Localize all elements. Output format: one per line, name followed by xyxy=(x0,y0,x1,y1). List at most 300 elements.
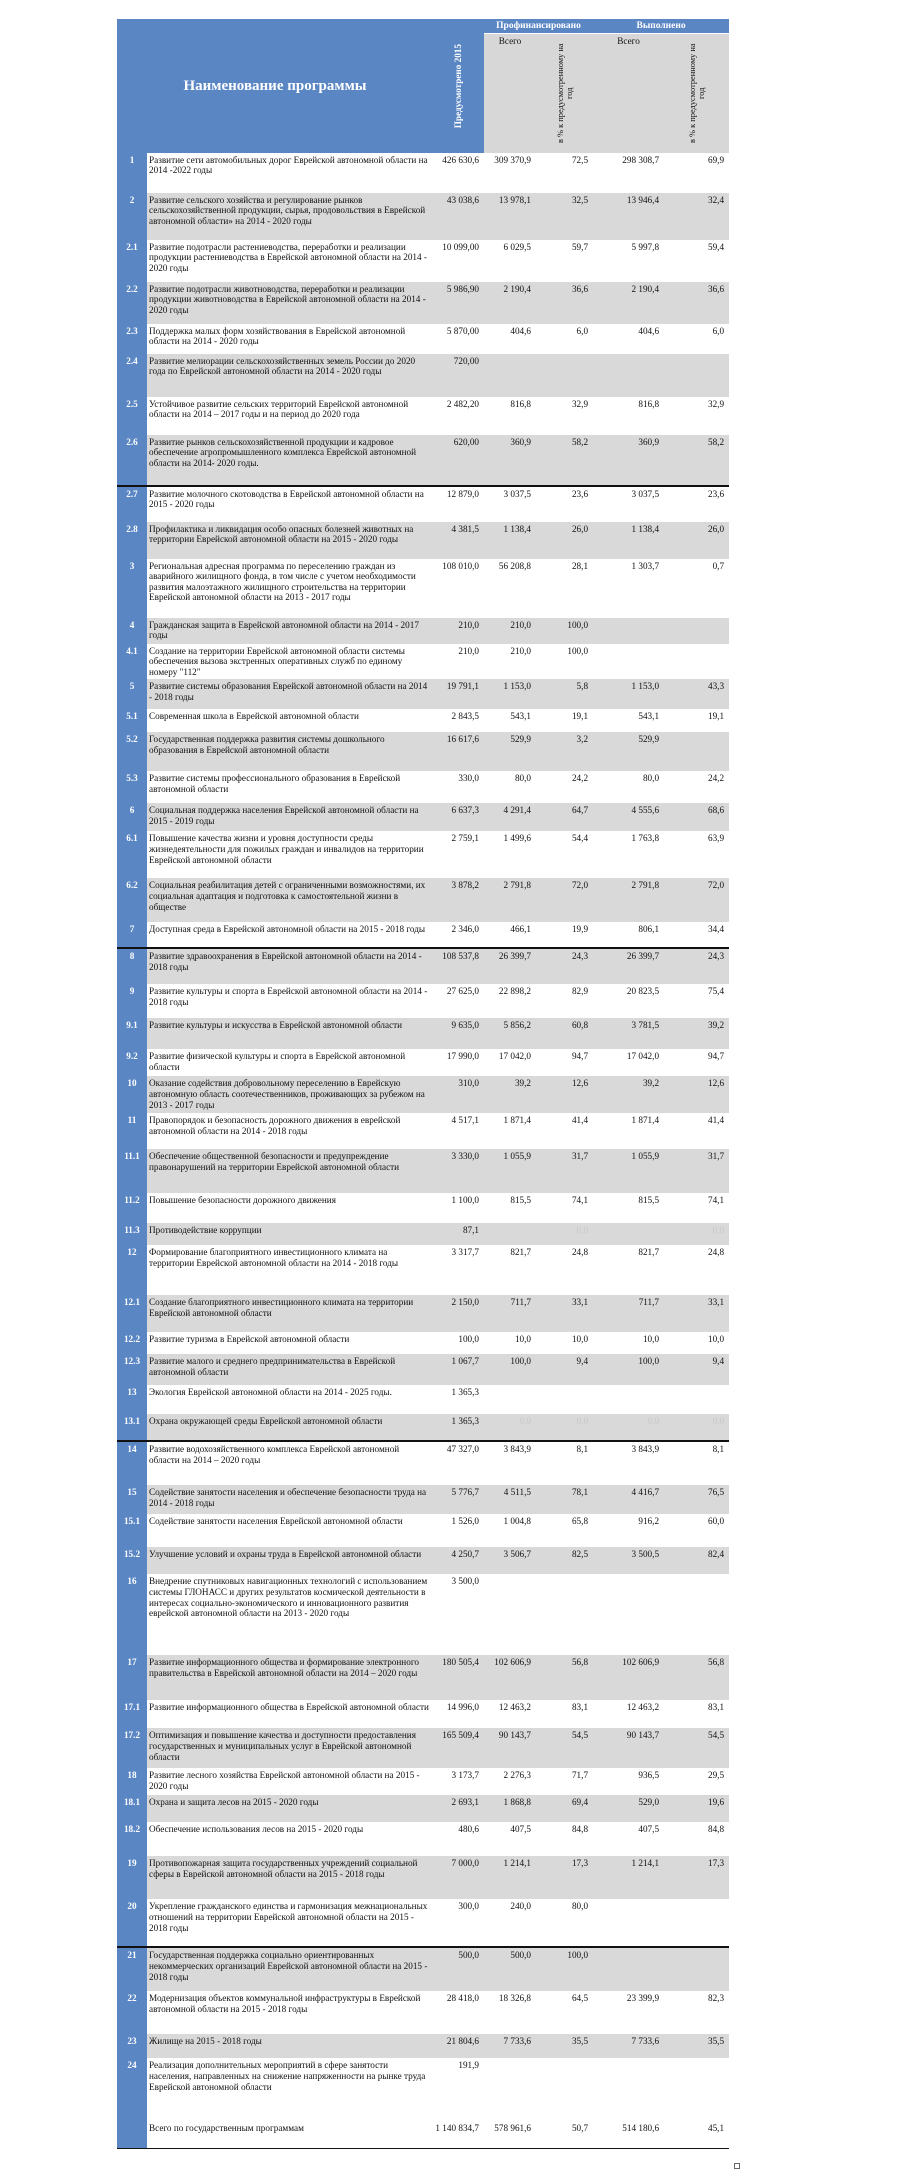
completed-amount: 13 946,4 xyxy=(593,193,664,240)
program-name: Охрана окружающей среды Еврейской автономной области xyxy=(147,1414,433,1441)
completed-amount xyxy=(593,1574,664,1655)
completed-percent: 19,6 xyxy=(664,1795,729,1822)
financed-percent: 69,4 xyxy=(536,1795,593,1822)
completed-amount: 298 308,7 xyxy=(593,153,664,193)
header-financed-total: Всего xyxy=(484,34,536,49)
table-row xyxy=(117,1574,729,1655)
completed-amount: 815,5 xyxy=(593,1193,664,1223)
completed-percent: 26,0 xyxy=(664,522,729,559)
table-row xyxy=(117,984,729,1018)
table-row xyxy=(117,1354,729,1385)
program-financing-table xyxy=(117,19,729,2149)
row-number: 19 xyxy=(117,1856,147,1899)
program-name: Формирование благоприятного инвестиционного климата на территории Еврейской автономной области на 2014 - 2018 годы xyxy=(147,1245,433,1295)
financed-amount: 80,0 xyxy=(484,771,536,803)
program-name: Доступная среда в Еврейской автономной области на 2015 - 2018 годы xyxy=(147,922,433,948)
financed-percent: 80,0 xyxy=(536,1899,593,1947)
financed-amount: 4 291,4 xyxy=(484,803,536,831)
completed-percent: 0,0 xyxy=(664,1223,729,1245)
financed-percent: 100,0 xyxy=(536,618,593,644)
financed-percent: 74,1 xyxy=(536,1193,593,1223)
program-name: Повышение качества жизни и уровня доступности среды жизнедеятельности для пожилых граждан и инвалидов на территории Еврейской автономной области xyxy=(147,831,433,878)
financed-percent: 31,7 xyxy=(536,1149,593,1193)
financed-amount: 1 004,8 xyxy=(484,1514,536,1547)
completed-percent: 8,1 xyxy=(664,1441,729,1485)
planned-amount: 5 986,90 xyxy=(433,282,484,324)
financed-percent: 100,0 xyxy=(536,644,593,680)
financed-amount: 2 791,8 xyxy=(484,878,536,922)
financed-amount: 360,9 xyxy=(484,435,536,486)
program-name: Обеспечение использования лесов на 2015 - 2020 годы xyxy=(147,1822,433,1856)
table-row xyxy=(117,1245,729,1295)
table-row xyxy=(117,644,729,680)
table-row xyxy=(117,1700,729,1728)
financed-percent: 56,8 xyxy=(536,1655,593,1700)
table-row xyxy=(117,1728,729,1768)
financed-amount: 22 898,2 xyxy=(484,984,536,1018)
completed-amount: 0,0 xyxy=(593,1414,664,1441)
financed-amount: 1 153,0 xyxy=(484,679,536,709)
row-number: 17.1 xyxy=(117,1700,147,1728)
planned-amount: 310,0 xyxy=(433,1076,484,1113)
completed-percent: 36,6 xyxy=(664,282,729,324)
program-name: Региональная адресная программа по переселению граждан из аварийного жилищного фонда, в том числе с учетом необходимости развития малоэтажного жилищного строительства на территории Еврейской автономной области на 2013 - 2017 годы xyxy=(147,559,433,618)
program-name: Внедрение спутниковых навигационных технологий с использованием системы ГЛОНАСС и других результатов космической деятельности в интересах социально-экономического и инновационного развития еврейской автономной области на 2013 - 2020 годы xyxy=(147,1574,433,1655)
program-rows xyxy=(117,153,729,2149)
completed-amount xyxy=(593,2058,664,2121)
row-number: 6.1 xyxy=(117,831,147,878)
completed-percent: 34,4 xyxy=(664,922,729,948)
table-row xyxy=(117,153,729,193)
planned-amount: 1 140 834,7 xyxy=(433,2121,484,2148)
financed-amount: 1 055,9 xyxy=(484,1149,536,1193)
planned-amount: 480,6 xyxy=(433,1822,484,1856)
planned-amount: 5 870,00 xyxy=(433,324,484,354)
completed-percent xyxy=(664,618,729,644)
completed-amount: 2 190,4 xyxy=(593,282,664,324)
table-row xyxy=(117,1947,729,1991)
row-number: 1 xyxy=(117,153,147,193)
planned-amount: 108 010,0 xyxy=(433,559,484,618)
row-number: 24 xyxy=(117,2058,147,2121)
table-row xyxy=(117,435,729,486)
completed-percent: 45,1 xyxy=(664,2121,729,2148)
table-row xyxy=(117,1856,729,1899)
program-name: Противопожарная защита государственных учреждений социальной сферы в Еврейской автономной области на 2015 - 2018 годы xyxy=(147,1856,433,1899)
row-number: 2 xyxy=(117,193,147,240)
completed-amount: 1 214,1 xyxy=(593,1856,664,1899)
table-row xyxy=(117,2058,729,2121)
financed-percent: 19,9 xyxy=(536,922,593,948)
program-name: Развитие мелиорации сельскохозяйственных земель России до 2020 года по Еврейской автономной области на 2014 - 2020 годы xyxy=(147,354,433,397)
planned-amount: 165 509,4 xyxy=(433,1728,484,1768)
row-number: 2.8 xyxy=(117,522,147,559)
row-number: 2.2 xyxy=(117,282,147,324)
completed-amount: 7 733,6 xyxy=(593,2034,664,2058)
program-name: Содействие занятости населения Еврейской автономной области xyxy=(147,1514,433,1547)
planned-amount: 21 804,6 xyxy=(433,2034,484,2058)
row-number: 12 xyxy=(117,1245,147,1295)
row-number: 11.1 xyxy=(117,1149,147,1193)
financed-percent: 94,7 xyxy=(536,1049,593,1076)
financed-percent: 50,7 xyxy=(536,2121,593,2148)
planned-amount: 2 482,20 xyxy=(433,397,484,435)
financed-amount: 4 511,5 xyxy=(484,1485,536,1514)
program-name: Содействие занятости населения и обеспечение безопасности труда на 2014 - 2018 годы xyxy=(147,1485,433,1514)
financed-percent: 35,5 xyxy=(536,2034,593,2058)
row-number: 4 xyxy=(117,618,147,644)
planned-amount: 2 693,1 xyxy=(433,1795,484,1822)
row-number: 5 xyxy=(117,679,147,709)
financed-amount: 815,5 xyxy=(484,1193,536,1223)
completed-percent xyxy=(664,644,729,680)
header-planned-2015: Предусмотрено 2015 xyxy=(433,19,484,153)
row-number: 17.2 xyxy=(117,1728,147,1768)
program-name: Современная школа в Еврейской автономной области xyxy=(147,709,433,732)
completed-amount: 4 416,7 xyxy=(593,1485,664,1514)
financed-percent: 3,2 xyxy=(536,732,593,771)
program-name: Развитие водохозяйственного комплекса Еврейской автономной области на 2014 – 2020 годы xyxy=(147,1441,433,1485)
completed-percent xyxy=(664,1899,729,1947)
table-row xyxy=(117,1485,729,1514)
planned-amount: 3 173,7 xyxy=(433,1768,484,1795)
table-row xyxy=(117,354,729,397)
financed-amount: 404,6 xyxy=(484,324,536,354)
planned-amount: 620,00 xyxy=(433,435,484,486)
table-row xyxy=(117,831,729,878)
completed-percent: 33,1 xyxy=(664,1295,729,1332)
completed-amount: 2 791,8 xyxy=(593,878,664,922)
row-number: 3 xyxy=(117,559,147,618)
program-name: Развитие культуры и спорта в Еврейской автономной области на 2014 - 2018 годы xyxy=(147,984,433,1018)
program-name: Повышение безопасности дорожного движения xyxy=(147,1193,433,1223)
completed-amount: 1 138,4 xyxy=(593,522,664,559)
planned-amount: 14 996,0 xyxy=(433,1700,484,1728)
table-row xyxy=(117,1018,729,1049)
financed-amount: 240,0 xyxy=(484,1899,536,1947)
planned-amount: 6 637,3 xyxy=(433,803,484,831)
table-row xyxy=(117,1514,729,1547)
planned-amount: 2 346,0 xyxy=(433,922,484,948)
financed-amount: 543,1 xyxy=(484,709,536,732)
completed-percent xyxy=(664,1947,729,1991)
program-name: Оптимизация и повышение качества и доступности предоставления государственных и муниципальных услуг в Еврейской автономной области xyxy=(147,1728,433,1768)
completed-amount: 514 180,6 xyxy=(593,2121,664,2148)
row-number: 5.2 xyxy=(117,732,147,771)
financed-percent: 24,2 xyxy=(536,771,593,803)
program-name: Профилактика и ликвидация особо опасных болезней животных на территории Еврейской автономной области на 2015 - 2020 годы xyxy=(147,522,433,559)
row-number: 21 xyxy=(117,1947,147,1991)
financed-percent: 64,7 xyxy=(536,803,593,831)
financed-amount: 0,0 xyxy=(484,1414,536,1441)
financed-amount: 1 868,8 xyxy=(484,1795,536,1822)
planned-amount: 28 418,0 xyxy=(433,1991,484,2034)
financed-percent: 33,1 xyxy=(536,1295,593,1332)
financed-amount xyxy=(484,1385,536,1414)
planned-amount: 191,9 xyxy=(433,2058,484,2121)
financed-amount: 816,8 xyxy=(484,397,536,435)
financed-percent: 24,8 xyxy=(536,1245,593,1295)
table-row xyxy=(117,1193,729,1223)
completed-percent: 17,3 xyxy=(664,1856,729,1899)
planned-amount: 4 517,1 xyxy=(433,1113,484,1149)
completed-amount: 806,1 xyxy=(593,922,664,948)
program-name: Развитие туризма в Еврейской автономной области xyxy=(147,1332,433,1354)
financed-percent: 59,7 xyxy=(536,240,593,282)
planned-amount: 210,0 xyxy=(433,618,484,644)
financed-amount: 407,5 xyxy=(484,1822,536,1856)
program-name: Государственная поддержка социально ориентированных некоммерческих организаций Еврейской автономной области на 2015 - 2018 годы xyxy=(147,1947,433,1991)
completed-amount: 80,0 xyxy=(593,771,664,803)
planned-amount: 4 381,5 xyxy=(433,522,484,559)
row-number: 11.3 xyxy=(117,1223,147,1245)
completed-percent: 68,6 xyxy=(664,803,729,831)
row-number: 8 xyxy=(117,948,147,984)
planned-amount: 720,00 xyxy=(433,354,484,397)
financed-percent xyxy=(536,2058,593,2121)
completed-amount xyxy=(593,1223,664,1245)
completed-amount: 3 500,5 xyxy=(593,1547,664,1574)
row-number xyxy=(117,2121,147,2148)
table-row xyxy=(117,1655,729,1700)
program-name: Всего по государственным программам xyxy=(147,2121,433,2148)
table-row xyxy=(117,679,729,709)
row-number: 6.2 xyxy=(117,878,147,922)
financed-percent: 60,8 xyxy=(536,1018,593,1049)
table-row xyxy=(117,1991,729,2034)
program-name: Укрепление гражданского единства и гармонизация межнациональных отношений на территории Еврейской автономной области на 2015 - 2018 годы xyxy=(147,1899,433,1947)
financed-percent: 6,0 xyxy=(536,324,593,354)
row-number: 12.1 xyxy=(117,1295,147,1332)
row-number: 9 xyxy=(117,984,147,1018)
financed-amount: 210,0 xyxy=(484,618,536,644)
program-name: Развитие информационного общества в Еврейской автономной области xyxy=(147,1700,433,1728)
row-number: 11 xyxy=(117,1113,147,1149)
completed-percent: 72,0 xyxy=(664,878,729,922)
header-program-name: Наименование программы xyxy=(117,19,433,153)
financed-amount: 13 978,1 xyxy=(484,193,536,240)
header-completed-total-body xyxy=(593,49,664,153)
completed-amount: 529,0 xyxy=(593,1795,664,1822)
program-name: Социальная реабилитация детей с ограниченными возможностями, их социальная адаптация и подготовка к самостоятельной жизни в обществе xyxy=(147,878,433,922)
financed-percent: 100,0 xyxy=(536,1947,593,1991)
program-name: Социальная поддержка населения Еврейской автономной области на 2015 - 2019 годы xyxy=(147,803,433,831)
completed-percent: 31,7 xyxy=(664,1149,729,1193)
table-row xyxy=(117,1113,729,1149)
completed-percent xyxy=(664,732,729,771)
row-number: 9.2 xyxy=(117,1049,147,1076)
table-row xyxy=(117,709,729,732)
financed-percent: 84,8 xyxy=(536,1822,593,1856)
table-row xyxy=(117,397,729,435)
financed-percent: 54,5 xyxy=(536,1728,593,1768)
completed-percent: 35,5 xyxy=(664,2034,729,2058)
program-name: Развитие подотрасли растениеводства, переработки и реализации продукции растениеводства в Еврейской автономной области на 2014 - 2020 годы xyxy=(147,240,433,282)
row-number: 16 xyxy=(117,1574,147,1655)
completed-percent: 60,0 xyxy=(664,1514,729,1547)
financed-amount: 18 326,8 xyxy=(484,1991,536,2034)
row-number: 10 xyxy=(117,1076,147,1113)
planned-amount: 1 067,7 xyxy=(433,1354,484,1385)
row-number: 2.7 xyxy=(117,486,147,522)
completed-percent: 32,4 xyxy=(664,193,729,240)
program-name: Реализация дополнительных мероприятий в сфере занятости населения, направленных на снижение напряженности на рынке труда Еврейской автономной области xyxy=(147,2058,433,2121)
financed-percent: 41,4 xyxy=(536,1113,593,1149)
completed-percent: 10,0 xyxy=(664,1332,729,1354)
program-name: Устойчивое развитие сельских территорий Еврейской автономной области на 2014 – 2017 годы и на период до 2020 года xyxy=(147,397,433,435)
table-row xyxy=(117,324,729,354)
row-number: 6 xyxy=(117,803,147,831)
financed-amount: 3 843,9 xyxy=(484,1441,536,1485)
row-number: 7 xyxy=(117,922,147,948)
completed-percent: 82,3 xyxy=(664,1991,729,2034)
completed-amount xyxy=(593,1947,664,1991)
financed-amount: 17 042,0 xyxy=(484,1049,536,1076)
table-row xyxy=(117,2121,729,2148)
program-name: Поддержка малых форм хозяйствования в Еврейской автономной области на 2014 - 2020 годы xyxy=(147,324,433,354)
completed-amount: 23 399,9 xyxy=(593,1991,664,2034)
financed-percent: 82,9 xyxy=(536,984,593,1018)
completed-percent: 84,8 xyxy=(664,1822,729,1856)
completed-amount: 20 823,5 xyxy=(593,984,664,1018)
financed-percent: 72,0 xyxy=(536,878,593,922)
table-row xyxy=(117,922,729,948)
program-name: Развитие лесного хозяйства Еврейской автономной области на 2015 - 2020 годы xyxy=(147,1768,433,1795)
financed-amount: 309 370,9 xyxy=(484,153,536,193)
program-name: Охрана и защита лесов на 2015 - 2020 годы xyxy=(147,1795,433,1822)
planned-amount: 1 526,0 xyxy=(433,1514,484,1547)
planned-amount: 2 759,1 xyxy=(433,831,484,878)
financed-amount: 466,1 xyxy=(484,922,536,948)
financed-percent: 0,0 xyxy=(536,1223,593,1245)
financed-percent: 8,1 xyxy=(536,1441,593,1485)
row-number: 9.1 xyxy=(117,1018,147,1049)
planned-amount: 426 630,6 xyxy=(433,153,484,193)
financed-amount: 2 190,4 xyxy=(484,282,536,324)
table-row xyxy=(117,803,729,831)
planned-amount: 210,0 xyxy=(433,644,484,680)
financed-percent: 82,5 xyxy=(536,1547,593,1574)
table-row xyxy=(117,1547,729,1574)
completed-amount: 1 055,9 xyxy=(593,1149,664,1193)
financed-amount: 102 606,9 xyxy=(484,1655,536,1700)
financed-percent xyxy=(536,1574,593,1655)
table-row xyxy=(117,618,729,644)
completed-percent: 24,2 xyxy=(664,771,729,803)
planned-amount: 10 099,00 xyxy=(433,240,484,282)
completed-amount: 711,7 xyxy=(593,1295,664,1332)
row-number: 17 xyxy=(117,1655,147,1700)
financed-amount: 100,0 xyxy=(484,1354,536,1385)
row-number: 18.1 xyxy=(117,1795,147,1822)
program-name: Модернизация объектов коммунальной инфраструктуры в Еврейской автономной области на 2015 - 2018 годы xyxy=(147,1991,433,2034)
completed-amount: 1 303,7 xyxy=(593,559,664,618)
financed-percent: 5,8 xyxy=(536,679,593,709)
completed-percent: 63,9 xyxy=(664,831,729,878)
financed-percent: 58,2 xyxy=(536,435,593,486)
planned-amount: 1 365,3 xyxy=(433,1385,484,1414)
table-row xyxy=(117,732,729,771)
row-number: 15.1 xyxy=(117,1514,147,1547)
row-number: 2.6 xyxy=(117,435,147,486)
header-financed-group: Профинансировано xyxy=(484,19,593,34)
program-name: Развитие сельского хозяйства и регулирование рынков сельскохозяйственной продукции, сырья, продовольствия в Еврейской автономной области» на 2014 - 2020 годы xyxy=(147,193,433,240)
completed-percent: 56,8 xyxy=(664,1655,729,1700)
completed-amount xyxy=(593,618,664,644)
financed-amount: 39,2 xyxy=(484,1076,536,1113)
table-row xyxy=(117,1899,729,1947)
completed-amount: 102 606,9 xyxy=(593,1655,664,1700)
completed-amount: 90 143,7 xyxy=(593,1728,664,1768)
financed-amount: 90 143,7 xyxy=(484,1728,536,1768)
row-number: 5.3 xyxy=(117,771,147,803)
program-name: Развитие малого и среднего предпринимательства в Еврейской автономной области xyxy=(147,1354,433,1385)
row-number: 15 xyxy=(117,1485,147,1514)
completed-percent: 9,4 xyxy=(664,1354,729,1385)
completed-amount: 10,0 xyxy=(593,1332,664,1354)
financed-percent: 19,1 xyxy=(536,709,593,732)
completed-amount: 100,0 xyxy=(593,1354,664,1385)
completed-amount: 4 555,6 xyxy=(593,803,664,831)
table-row xyxy=(117,948,729,984)
program-name: Правопорядок и безопасность дорожного движения в еврейской автономной области на 2014 - 2018 годы xyxy=(147,1113,433,1149)
program-name: Развитие подотрасли животноводства, переработки и реализации продукции животноводства в Еврейской автономной области на 2014 - 2020 годы xyxy=(147,282,433,324)
financed-amount xyxy=(484,1223,536,1245)
financed-percent: 71,7 xyxy=(536,1768,593,1795)
completed-amount: 360,9 xyxy=(593,435,664,486)
planned-amount: 500,0 xyxy=(433,1947,484,1991)
program-name: Государственная поддержка развития системы дошкольного образования в Еврейской автономной области xyxy=(147,732,433,771)
financed-amount: 1 138,4 xyxy=(484,522,536,559)
table-row xyxy=(117,193,729,240)
completed-amount: 17 042,0 xyxy=(593,1049,664,1076)
planned-amount: 9 635,0 xyxy=(433,1018,484,1049)
completed-percent: 6,0 xyxy=(664,324,729,354)
program-name: Оказание содействия добровольному переселению в Еврейскую автономную область соотечественников, проживающих за рубежом на 2013 - 2017 годы xyxy=(147,1076,433,1113)
program-name: Экология Еврейской автономной области на 2014 - 2025 годы. xyxy=(147,1385,433,1414)
completed-percent: 75,4 xyxy=(664,984,729,1018)
program-name: Развитие культуры и искусства в Еврейской автономной области xyxy=(147,1018,433,1049)
completed-percent xyxy=(664,1574,729,1655)
completed-amount: 1 763,8 xyxy=(593,831,664,878)
program-name: Обеспечение общественной безопасности и предупреждение правонарушений на территории Еврейской автономной области xyxy=(147,1149,433,1193)
financed-amount: 12 463,2 xyxy=(484,1700,536,1728)
row-number: 13 xyxy=(117,1385,147,1414)
table-row xyxy=(117,522,729,559)
program-name: Развитие информационного общества и формирование электронного правительства в Еврейской автономной области на 2014 – 2020 годы xyxy=(147,1655,433,1700)
header-completed-total: Всего xyxy=(593,34,664,49)
completed-amount: 529,9 xyxy=(593,732,664,771)
planned-amount: 1 365,3 xyxy=(433,1414,484,1441)
program-name: Развитие рынков сельскохозяйственной продукции и кадровое обеспечение агропромышленного комплекса Еврейской автономной области на 2014- 2020 годы. xyxy=(147,435,433,486)
completed-percent: 0,7 xyxy=(664,559,729,618)
financed-amount: 56 208,8 xyxy=(484,559,536,618)
completed-amount xyxy=(593,354,664,397)
table-row xyxy=(117,486,729,522)
row-number: 12.2 xyxy=(117,1332,147,1354)
financed-amount: 6 029,5 xyxy=(484,240,536,282)
financed-amount: 821,7 xyxy=(484,1245,536,1295)
financed-amount: 529,9 xyxy=(484,732,536,771)
financed-percent: 24,3 xyxy=(536,948,593,984)
row-number: 11.2 xyxy=(117,1193,147,1223)
financed-percent: 26,0 xyxy=(536,522,593,559)
financed-percent xyxy=(536,354,593,397)
planned-amount: 3 500,0 xyxy=(433,1574,484,1655)
completed-percent: 94,7 xyxy=(664,1049,729,1076)
completed-percent: 74,1 xyxy=(664,1193,729,1223)
completed-percent xyxy=(664,1385,729,1414)
